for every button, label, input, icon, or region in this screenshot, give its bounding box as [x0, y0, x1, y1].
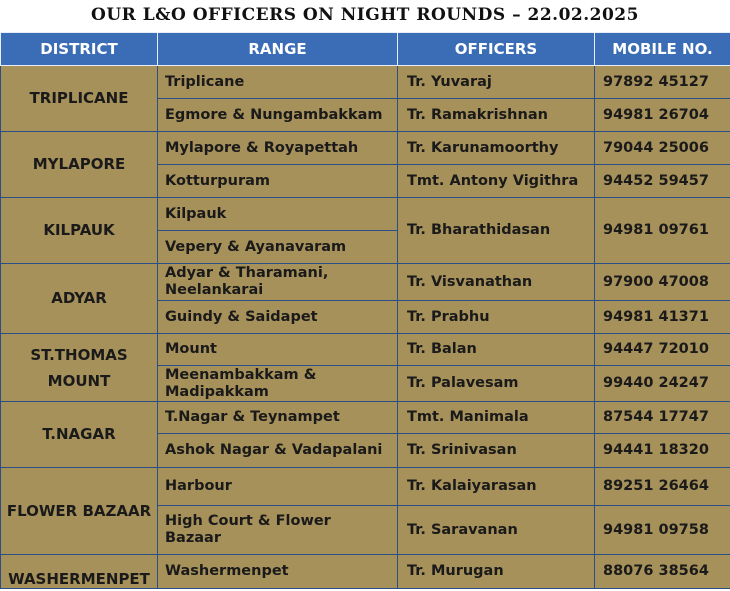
- district-cell: ADYAR: [1, 264, 158, 334]
- range-cell: Harbour: [158, 468, 398, 506]
- table-row: [1, 402, 730, 434]
- mobile-cell: 97892 45127: [595, 66, 730, 99]
- officer-cell: Tr. Bharathidasan: [398, 198, 595, 264]
- range-cell: Ashok Nagar & Vadapalani: [158, 434, 398, 468]
- table-row: [1, 468, 730, 506]
- mobile-cell: 99440 24247: [595, 366, 730, 402]
- page-title: OUR L&O OFFICERS ON NIGHT ROUNDS – 22.02.2025: [0, 0, 730, 32]
- range-cell: Vepery & Ayanavaram: [158, 231, 398, 264]
- range-cell: T.Nagar & Teynampet: [158, 402, 398, 434]
- range-cell: Mount: [158, 334, 398, 366]
- header-range: RANGE: [158, 33, 398, 66]
- mobile-cell: 94447 72010: [595, 334, 730, 366]
- mobile-cell: 79044 25006: [595, 132, 730, 165]
- range-cell: Triplicane: [158, 66, 398, 99]
- mobile-cell: 94981 09758: [595, 506, 730, 555]
- range-cell: Guindy & Saidapet: [158, 301, 398, 334]
- range-cell: Adyar & Tharamani, Neelankarai: [158, 264, 398, 301]
- officer-cell: Tr. Prabhu: [398, 301, 595, 334]
- officer-cell: Tr. Visvanathan: [398, 264, 595, 301]
- officer-cell: Tmt. Manimala: [398, 402, 595, 434]
- officer-cell: Tr. Balan: [398, 334, 595, 366]
- mobile-cell: 94981 09761: [595, 198, 730, 264]
- district-cell: MYLAPORE: [1, 132, 158, 198]
- mobile-cell: 94452 59457: [595, 165, 730, 198]
- officer-cell: Tr. Saravanan: [398, 506, 595, 555]
- range-cell: High Court & Flower Bazaar: [158, 506, 398, 555]
- range-cell: Egmore & Nungambakkam: [158, 99, 398, 132]
- officer-cell: Tmt. Antony Vigithra: [398, 165, 595, 198]
- header-district: DISTRICT: [1, 33, 158, 66]
- district-cell: WASHERMENPET: [1, 555, 158, 589]
- officer-cell: Tr. Ramakrishnan: [398, 99, 595, 132]
- district-cell: FLOWER BAZAAR: [1, 468, 158, 555]
- table-row: [1, 132, 730, 165]
- mobile-cell: 97900 47008: [595, 264, 730, 301]
- officer-cell: Tr. Kalaiyarasan: [398, 468, 595, 506]
- table-row: [1, 555, 730, 589]
- range-cell: Meenambakkam & Madipakkam: [158, 366, 398, 402]
- mobile-cell: 94981 26704: [595, 99, 730, 132]
- officer-cell: Tr. Srinivasan: [398, 434, 595, 468]
- district-cell: KILPAUK: [1, 198, 158, 264]
- mobile-cell: 88076 38564: [595, 555, 730, 589]
- officer-cell: Tr. Murugan: [398, 555, 595, 589]
- district-cell: TRIPLICANE: [1, 66, 158, 132]
- range-cell: Kotturpuram: [158, 165, 398, 198]
- table-row: [1, 264, 730, 301]
- range-cell: Mylapore & Royapettah: [158, 132, 398, 165]
- table-row: [1, 198, 730, 231]
- header-row: [1, 33, 730, 66]
- table-row: [1, 334, 730, 366]
- officer-cell: Tr. Yuvaraj: [398, 66, 595, 99]
- officers-table: [0, 32, 730, 589]
- header-mobile: MOBILE NO.: [595, 33, 730, 66]
- district-cell: T.NAGAR: [1, 402, 158, 468]
- mobile-cell: 94981 41371: [595, 301, 730, 334]
- table-row: [1, 66, 730, 99]
- range-cell: Washermenpet: [158, 555, 398, 589]
- officer-cell: Tr. Karunamoorthy: [398, 132, 595, 165]
- mobile-cell: 87544 17747: [595, 402, 730, 434]
- officer-cell: Tr. Palavesam: [398, 366, 595, 402]
- mobile-cell: 89251 26464: [595, 468, 730, 506]
- header-officers: OFFICERS: [398, 33, 595, 66]
- range-cell: Kilpauk: [158, 198, 398, 231]
- district-cell: ST.THOMAS MOUNT: [1, 334, 158, 402]
- mobile-cell: 94441 18320: [595, 434, 730, 468]
